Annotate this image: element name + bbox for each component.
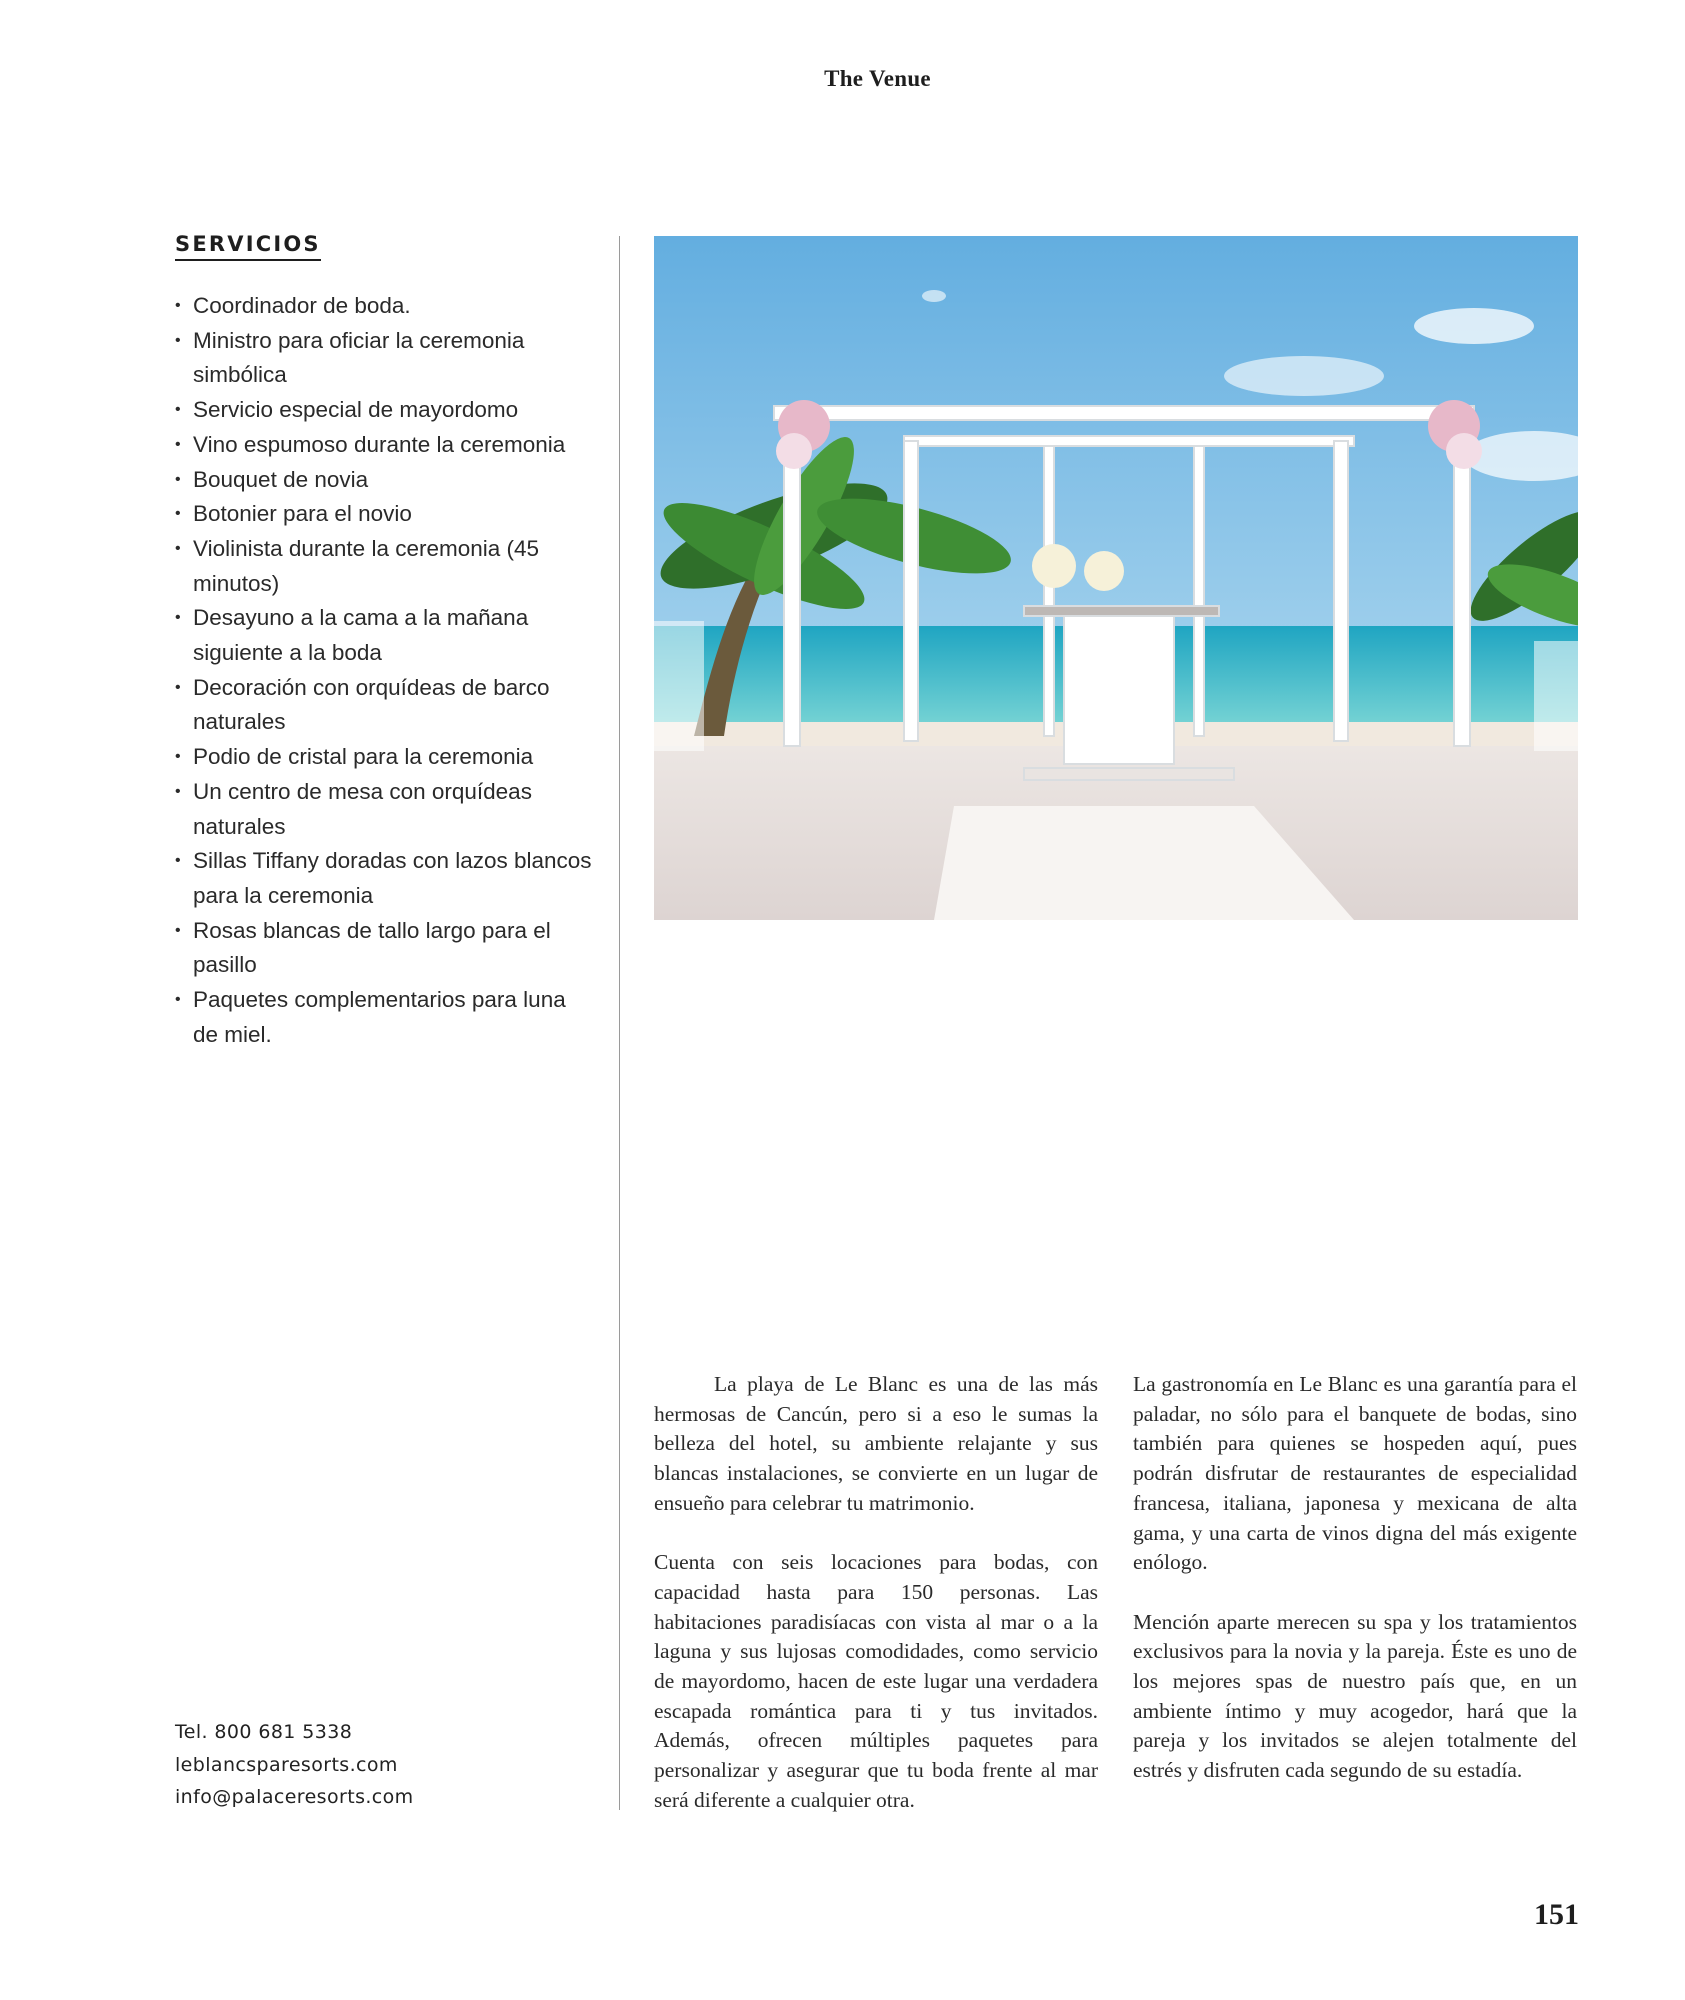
contact-block [175, 1716, 414, 1814]
service-item: • Coordinador de boda. [175, 289, 595, 324]
service-item: • Desayuno a la cama a la mañana siguiente a la boda [175, 601, 595, 670]
contact-phone: Tel. 800 681 5338 [175, 1721, 353, 1743]
services-sidebar [175, 232, 595, 1052]
service-item: • Bouquet de novia [175, 463, 595, 498]
body-paragraph: Cuenta con seis locaciones para bodas, con capacidad hasta para 150 personas. Las habitaciones paradisíacas con vista al mar o a la laguna y sus lujosas comodidades, como servicio de mayordomo, hacen de este lugar una verdadera escapada romántica para ti y tus invitados. Además, ofrecen múltiples paquetes para personalizar y asegurar que tu boda frente al mar será diferente a cualquier otra. [654, 1550, 1098, 1812]
body-paragraph: La playa de Le Blanc es una de las más hermosas de Cancún, pero si a eso le sumas la belleza del hotel, su ambiente relajante y sus blancas instalaciones, se convierte en un lugar de ensueño para celebrar tu matrimonio. [654, 1372, 1098, 1515]
contact-website: leblancsparesorts.com [175, 1753, 398, 1776]
body-paragraph: La gastronomía en Le Blanc es una garantía para el paladar, no sólo para el banquete de bodas, sino también para quienes se hospeden aquí, pues podrán disfrutar de restaurantes de especialidad francesa, italiana, japonesa y mexicana de alta gama, y una carta de vinos digna del más exigente enólogo. [1133, 1372, 1577, 1575]
service-item: • Botonier para el novio [175, 497, 595, 532]
services-list [175, 289, 595, 1052]
body-paragraph: Mención aparte merecen su spa y los tratamientos exclusivos para la novia y la pareja. Éste es uno de los mejores spas de nuestro país que, en un ambiente íntimo y muy acogedor, hará que la pareja y los invitados se alejen totalmente del estrés y disfruten cada segundo de su estadía. [1133, 1609, 1577, 1783]
service-item: • Violinista durante la ceremonia (45 minutos) [175, 532, 595, 601]
page-number: 151 [1534, 1898, 1579, 1931]
service-item: • Rosas blancas de tallo largo para el pasillo [175, 914, 595, 983]
service-item: • Un centro de mesa con orquídeas naturales [175, 775, 595, 844]
service-item: • Ministro para oficiar la ceremonia simbólica [175, 324, 595, 393]
service-item: • Sillas Tiffany doradas con lazos blancos para la ceremonia [175, 844, 595, 913]
running-head: The Venue [824, 66, 931, 91]
service-item: • Paquetes complementarios para luna de miel. [175, 983, 595, 1052]
service-item: • Decoración con orquídeas de barco naturales [175, 671, 595, 740]
contact-email: info@palaceresorts.com [175, 1786, 414, 1808]
body-column-right [1133, 1370, 1577, 1816]
service-item: • Podio de cristal para la ceremonia [175, 740, 595, 775]
services-heading: SERVICIOS [175, 232, 321, 261]
service-item: • Vino espumoso durante la ceremonia [175, 428, 595, 463]
venue-photo [654, 236, 1578, 920]
column-divider [619, 236, 620, 1810]
service-item: • Servicio especial de mayordomo [175, 393, 595, 428]
body-column-left [654, 1370, 1098, 1845]
